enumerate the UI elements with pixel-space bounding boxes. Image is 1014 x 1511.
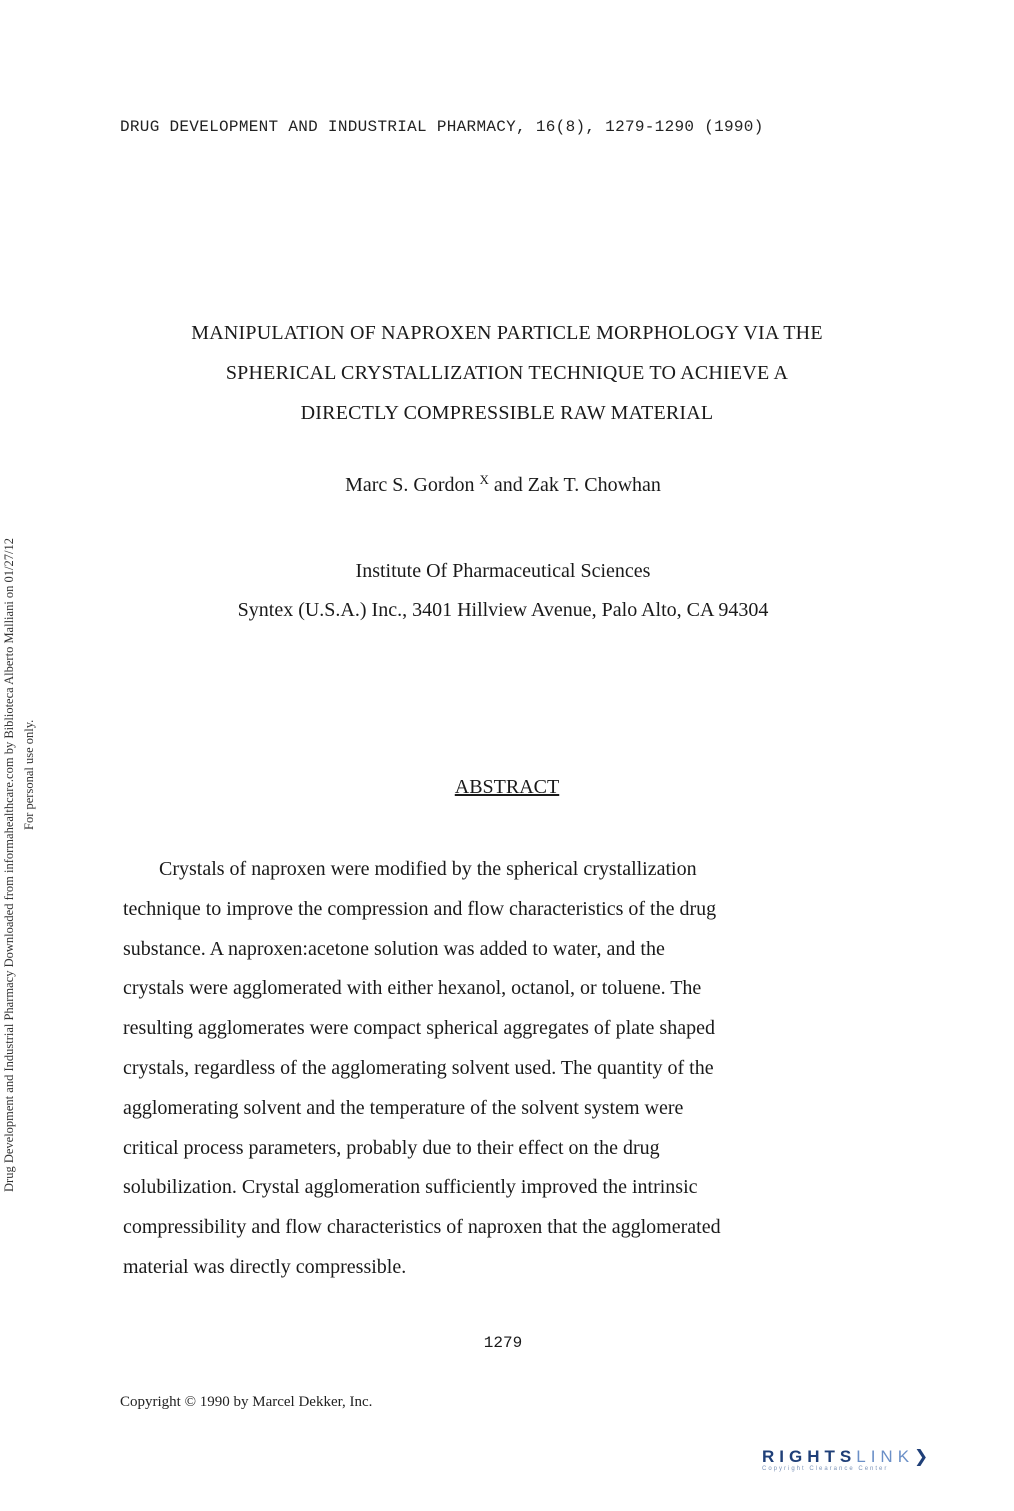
download-notice-line: Drug Development and Industrial Pharmacy Downloaded from informahealthcare.com by Biblioteca Alberto Malliani on 01/27/12 — [2, 538, 16, 1192]
affiliation-address: Syntex (U.S.A.) Inc., 3401 Hillview Avenue, Palo Alto, CA 94304 — [237, 599, 769, 621]
abstract-line: crystals, regardless of the agglomerating solvent used. The quantity of the — [123, 1056, 714, 1079]
rightslink-word-link: LINK — [856, 1447, 915, 1466]
abstract-body — [123, 850, 883, 1288]
rightslink-logo[interactable] — [762, 1447, 1002, 1487]
personal-use-notice: For personal use only. — [22, 719, 36, 830]
abstract-line: compressibility and flow characteristics of naproxen that the agglomerated — [123, 1216, 721, 1239]
journal-citation: DRUG DEVELOPMENT AND INDUSTRIAL PHARMACY, 16(8), 1279-1290 (1990) — [120, 118, 764, 136]
abstract-line: Crystals of naproxen were modified by the spherical crystallization — [159, 858, 697, 880]
abstract-line: critical process parameters, probably due to their effect on the drug — [123, 1136, 660, 1159]
abstract-line: resulting agglomerates were compact spherical aggregates of plate shaped — [123, 1017, 715, 1040]
author-chowhan: and Zak T. Chowhan — [493, 474, 661, 496]
author-gordon: Marc S. Gordon — [345, 474, 475, 496]
rightslink-arrow-icon: ❯ — [914, 1447, 934, 1466]
abstract-line: agglomerating solvent and the temperature of the solvent system were — [123, 1096, 684, 1119]
abstract-line: crystals were agglomerated with either hexanol, octanol, or toluene. The — [123, 977, 702, 1000]
title-line: DIRECTLY COMPRESSIBLE RAW MATERIAL — [300, 402, 714, 424]
affiliation-institute: Institute Of Pharmaceutical Sciences — [355, 560, 651, 582]
corresponding-author-mark: X — [479, 472, 489, 487]
abstract-heading: ABSTRACT — [454, 776, 560, 798]
rightslink-tagline: Copyright Clearance Center — [762, 1466, 889, 1472]
page-number: 1279 — [483, 1334, 523, 1352]
rightslink-wordmark — [762, 1447, 1002, 1467]
title-line: SPHERICAL CRYSTALLIZATION TECHNIQUE TO ACHIEVE A — [225, 362, 789, 384]
abstract-line: technique to improve the compression and flow characteristics of the drug — [123, 897, 717, 920]
abstract-line: substance. A naproxen:acetone solution was added to water, and the — [123, 937, 665, 960]
affiliation — [0, 552, 1006, 630]
abstract-line: material was directly compressible. — [123, 1255, 407, 1278]
abstract-line: solubilization. Crystal agglomeration sufficiently improved the intrinsic — [123, 1176, 698, 1199]
paper-title — [0, 313, 1014, 433]
rightslink-word-rights: RIGHTS — [762, 1447, 857, 1466]
author-list — [0, 472, 1006, 497]
copyright-notice: Copyright © 1990 by Marcel Dekker, Inc. — [120, 1394, 373, 1410]
title-line: MANIPULATION OF NAPROXEN PARTICLE MORPHOLOGY VIA THE — [191, 322, 823, 344]
